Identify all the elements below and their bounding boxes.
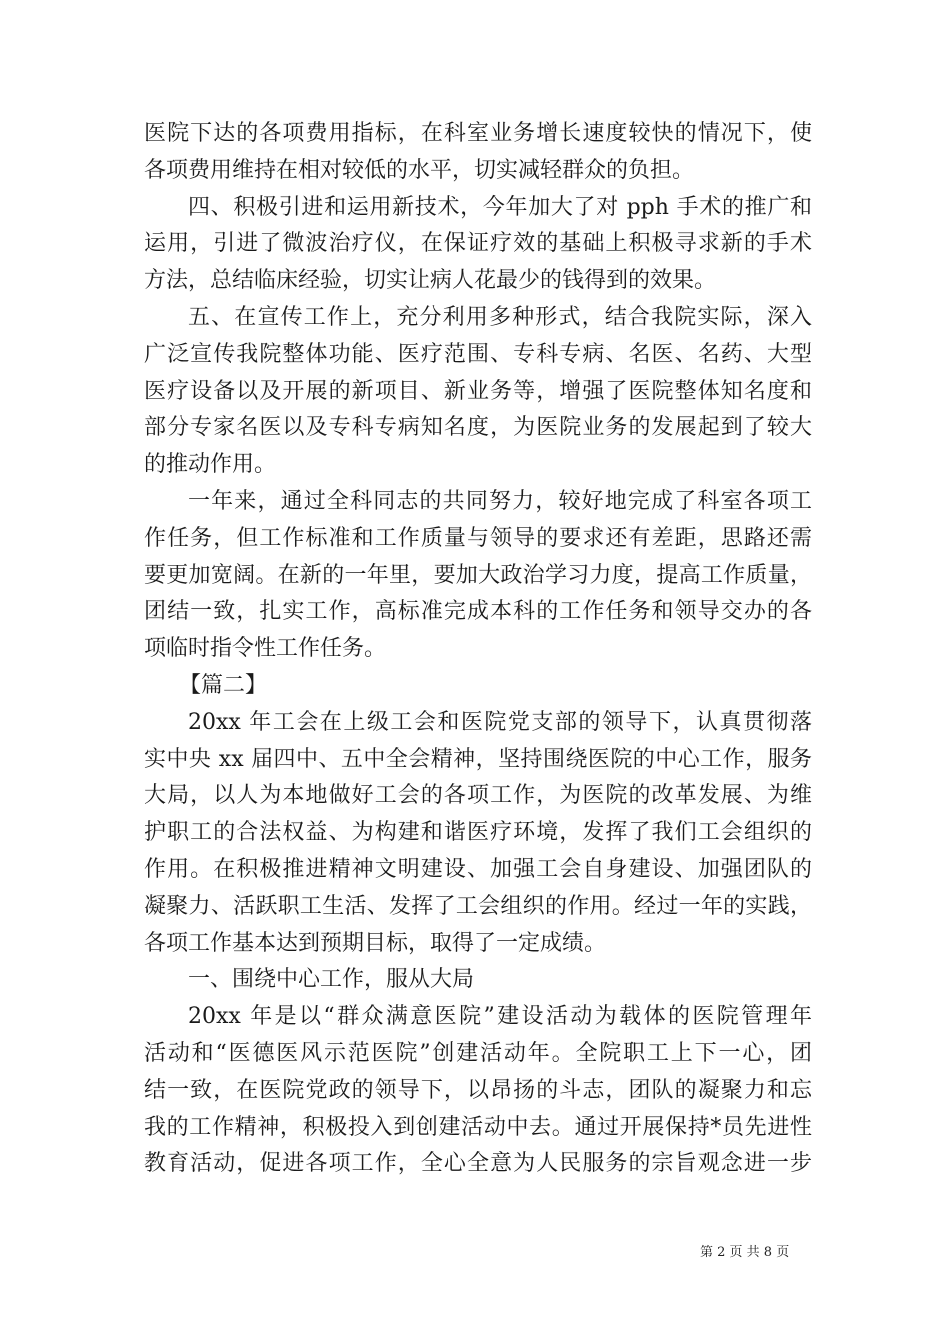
- text-line: 教育活动，促进各项工作，全心全意为人民服务的宗旨观念进一步: [144, 1151, 812, 1177]
- text-line: 我的工作精神，积极投入到创建活动中去。通过开展保持*员先进性: [144, 1114, 812, 1140]
- text-line: 五、在宣传工作上，充分利用多种形式，结合我院实际，深入: [188, 304, 812, 330]
- document-body: [144, 116, 812, 1183]
- text-line: 四、积极引进和运用新技术，今年加大了对 pph 手术的推广和: [188, 194, 812, 220]
- text-line: 结一致，在医院党政的领导下，以昂扬的斗志，团队的凝聚力和忘: [144, 1077, 812, 1103]
- text-line: 要更加宽阔。在新的一年里，要加大政治学习力度，提高工作质量，: [144, 562, 812, 588]
- text-line: 广泛宣传我院整体功能、医疗范围、专科专病、名医、名药、大型: [144, 341, 812, 367]
- text-line: 医疗设备以及开展的新项目、新业务等，增强了医院整体知名度和: [144, 378, 812, 404]
- page-number: 第 2 页 共 8 页: [700, 1245, 790, 1260]
- text-line: 方法，总结临床经验，切实让病人花最少的钱得到的效果。: [144, 268, 717, 294]
- text-line: 作任务，但工作标准和工作质量与领导的要求还有差距，思路还需: [144, 525, 812, 551]
- text-line: 20xx 年是以“群众满意医院”建设活动为载体的医院管理年: [188, 1004, 812, 1030]
- text-line: 医院下达的各项费用指标，在科室业务增长速度较快的情况下，使: [144, 121, 812, 146]
- text-line: 20xx 年工会在上级工会和医院党支部的领导下，认真贯彻落: [188, 709, 812, 735]
- text-line: 一年来，通过全科同志的共同努力，较好地完成了科室各项工: [188, 488, 812, 514]
- text-line: 护职工的合法权益、为构建和谐医疗环境，发挥了我们工会组织的: [144, 820, 812, 846]
- text-line: 团结一致，扎实工作，高标准完成本科的工作任务和领导交办的各: [144, 599, 812, 625]
- text-line: 部分专家名医以及专科专病知名度，为医院业务的发展起到了较大: [144, 415, 812, 441]
- text-line: 一、围绕中心工作，服从大局: [188, 967, 475, 993]
- text-line: 大局，以人为本地做好工会的各项工作，为医院的改革发展、为维: [144, 783, 812, 809]
- text-line: 作用。在积极推进精神文明建设、加强工会自身建设、加强团队的: [144, 856, 812, 882]
- text-line: 项临时指令性工作任务。: [144, 636, 387, 662]
- text-line: 活动和“医德医风示范医院”创建活动年。全院职工上下一心，团: [144, 1040, 812, 1066]
- text-line: 各项工作基本达到预期目标，取得了一定成绩。: [144, 930, 607, 956]
- text-line: 的推动作用。: [144, 452, 277, 478]
- text-line: 凝聚力、活跃职工生活、发挥了工会组织的作用。经过一年的实践，: [144, 893, 812, 919]
- text-line: 运用，引进了微波治疗仪，在保证疗效的基础上积极寻求新的手术: [144, 231, 812, 257]
- text-line: 【篇二】: [179, 672, 268, 698]
- text-line: 各项费用维持在相对较低的水平，切实减轻群众的负担。: [144, 157, 695, 183]
- text-line: 实中央 xx 届四中、五中全会精神，坚持围绕医院的中心工作，服务: [144, 746, 812, 772]
